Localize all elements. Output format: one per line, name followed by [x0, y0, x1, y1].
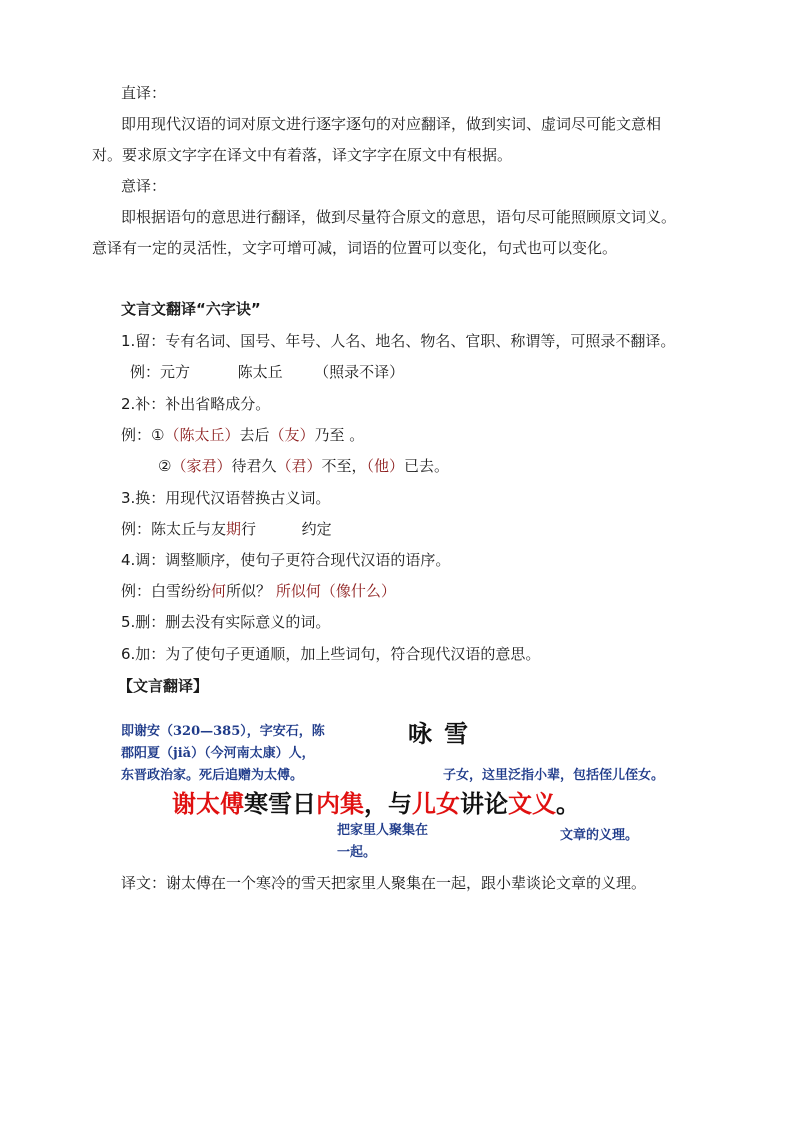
rule-2-supplement: 2.补：补出省略成分。: [121, 395, 271, 413]
note-neiji-line-2: 一起。: [337, 845, 377, 860]
literal-paragraph-line-2: 对。要求原文字字在译文中有着落，译文字字在原文中有根据。: [92, 146, 513, 164]
example-prefix: 例：①: [121, 426, 165, 444]
rule-4-example: [121, 580, 396, 602]
example-text: 去后: [239, 426, 270, 444]
supplement-word: （君）: [276, 457, 322, 475]
rule-1-example-c: （照录不译）: [314, 363, 405, 381]
free-paragraph-line-2: 意译有一定的灵活性，文字可增可减，词语的位置可以变化，句式也可以变化。: [92, 239, 618, 257]
example-text: 例：白雪纷纷: [121, 582, 212, 600]
note-wenyi: 文章的义理。: [560, 828, 639, 843]
example-text: 所似？: [226, 582, 272, 600]
rule-5-delete: 5.删：删去没有实际意义的词。: [121, 613, 331, 631]
note-xie-line-3: 东晋政治家。死后追赠为太傅。: [121, 768, 304, 783]
free-paragraph-line-1: 即根据语句的意思进行翻译，做到尽量符合原文的意思，语句尽可能照顾原文词义。: [121, 208, 677, 226]
free-title: 意译：: [121, 177, 167, 195]
term-xie-taifu: 谢太傅: [172, 790, 244, 818]
six-char-title: 文言文翻译“六字诀”: [121, 300, 261, 318]
example-text: 不至，: [321, 457, 367, 475]
sentence-end: 。: [556, 790, 580, 818]
rule-1-example-a: 例：元方: [130, 363, 191, 381]
rule-1-keep: 1.留：专有名词、国号、年号、人名、地名、物名、官职、称谓等，可照录不翻译。: [121, 332, 676, 350]
rule-6-add: 6.加：为了使句子更通顺，加上些词句，符合现代汉语的意思。: [121, 645, 541, 663]
poem-title: 咏雪: [408, 720, 480, 748]
rule-3-replace: 3.换：用现代汉语替换古义词。: [121, 489, 331, 507]
note-xie-line-1: 即谢安（320—385），字安石，陈: [121, 724, 325, 739]
rule-2-example-1: [121, 424, 364, 446]
term-jiang-lun: 讲论: [460, 790, 508, 818]
supplement-word: （家君）: [171, 457, 232, 475]
replaced-word: 期: [226, 520, 242, 538]
rule-1-example: [130, 361, 404, 383]
translation-result: 译文：谢太傅在一个寒冷的雪天把家里人聚集在一起，跟小辈谈论文章的义理。: [121, 874, 647, 892]
rule-4-reorder: 4.调：调整顺序，使句子更符合现代汉语的语序。: [121, 551, 451, 569]
supplement-word: （陈太丘）: [164, 426, 240, 444]
literal-title: 直译：: [121, 84, 167, 102]
note-neiji-line-1: 把家里人聚集在: [337, 823, 429, 838]
term-yu: ，与: [364, 790, 412, 818]
example-text: 行: [241, 520, 257, 538]
rule-1-example-b: 陈太丘: [237, 363, 283, 381]
term-han-xue-ri: 寒雪日: [244, 790, 316, 818]
example-text: 例：陈太丘与友: [121, 520, 227, 538]
rule-3-example: [121, 518, 332, 540]
note-xie-line-2: 郡阳夏（jiǎ）（今河南太康）人，: [121, 746, 315, 761]
supplement-word: （他）: [366, 457, 405, 475]
literal-paragraph-line-1: 即用现代汉语的词对原文进行逐字逐句的对应翻译，做到实词、虚词尽可能文意相: [121, 115, 662, 133]
example-text: 待君久: [231, 457, 277, 475]
example-text: 乃至 。: [314, 426, 365, 444]
translation-heading: 【文言翻译】: [118, 677, 209, 695]
replacement-meaning: 约定: [301, 520, 332, 538]
term-er-nv: 儿女: [412, 790, 460, 818]
rule-2-example-2: [158, 455, 449, 477]
example-prefix: ②: [158, 457, 172, 475]
reordered-word: 何: [211, 582, 227, 600]
example-text: 已去。: [404, 457, 450, 475]
term-nei-ji: 内集: [316, 790, 364, 818]
classical-sentence: [172, 784, 580, 819]
reordered-result: 所似何（像什么）: [275, 582, 396, 600]
term-wen-yi: 文义: [508, 790, 556, 818]
supplement-word: （友）: [269, 426, 315, 444]
note-ernv: 子女，这里泛指小辈，包括侄儿侄女。: [443, 768, 665, 783]
